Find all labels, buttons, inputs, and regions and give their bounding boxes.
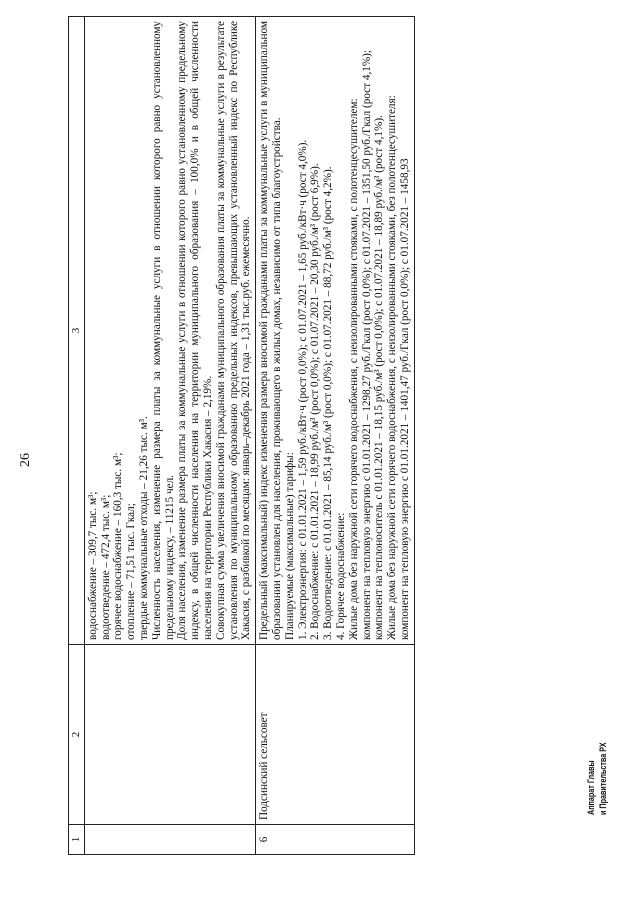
detail-line: 1. Электроэнергия: с 01.01.2021 – 1,59 руб./кВт·ч (рост 0,0%); с 01.07.2021 – 1,65 руб./кВт·ч (рост 4,0%).	[296, 139, 309, 640]
detail-line: 4. Горячее водоснабжение:	[334, 512, 347, 640]
municipality-name: Подсинский сельсовет	[256, 645, 415, 825]
municipal-tariff-table	[68, 16, 415, 855]
row-number	[84, 825, 255, 855]
detail-line: Жилые дома без наружной сети горячего водоснабжения, с неизолированными стояками, без полотенцесушителя:	[386, 95, 399, 640]
detail-line: компонент на тепловую энергию с 01.01.2021 – 1401,47 руб./Гкал (рост 0,0%); с 01.07.2021 – 1458,93	[398, 158, 411, 640]
table-header-row	[69, 17, 85, 855]
page-number: 26	[18, 453, 33, 467]
detail-line: Планируемые (максимальные) тарифы:	[283, 452, 296, 640]
row-number: 6	[256, 825, 415, 855]
detail-line: компонент на тепловую энергию с 01.01.2021 – 1298,27 руб./Гкал (рост 0,0%); с 01.07.2021 – 1351,50 руб./Гкал (рост 4,1%);	[360, 49, 373, 640]
detail-line: Совокупная сумма увеличения вносимой гражданами муниципального образования платы за коммунальные услуги в результате установления по муниципальному образованию предельных индексов, превышающих установленный индекс по Республике Хакасия, с разбивкой по месяцам: январь–декабрь 2021 года – 1,31 тыс.руб. ежемесячно.	[214, 21, 253, 640]
header-cell-2: 2	[69, 645, 85, 825]
detail-line: 2. Водоснабжение: с 01.01.2021 – 18,99 руб./м³ (рост 0,0%); с 01.07.2021 – 20,30 руб./м³ (рост 6,9%).	[309, 163, 322, 640]
row-details	[84, 17, 255, 645]
detail-line: водоснабжение – 309,7 тыс. м³;	[86, 491, 99, 640]
detail-line: компонент на теплоноситель с 01.01.2021 – 18,15 руб./м³ (рост 0,0%); с 01.07.2021 – 18,89 руб./м³ (рост 4,1%).	[373, 115, 386, 640]
detail-line: водоотведение – 472,4 тыс. м³;	[99, 494, 112, 640]
detail-line: Доля населения, изменение размера платы за коммунальные услуги в отношении которого равно установленному предельному индексу, в общей численности населения на территории муниципального образования – 100,0% и в общей численности населения на территории Республики Хакасия – 2,19%.	[176, 21, 214, 640]
stamp-line: и Правительства РХ	[598, 742, 608, 815]
detail-line: твердые коммунальные отходы – 21,26 тыс. м³.	[137, 416, 150, 640]
detail-line: горячее водоснабжение – 160,3 тыс. м³;	[112, 452, 125, 640]
table-row	[84, 17, 255, 855]
detail-line: Предельный (максимальный) индекс изменения размера вносимой гражданами платы за коммунальные услуги в муниципальном образовании установлен для населения, проживающего в жилых домах, независимо от типа благоустройства.	[258, 21, 283, 640]
detail-line: отопление – 71,51 тыс. Гкал;	[125, 503, 138, 640]
detail-line: Численность населения, изменение размера платы за коммунальные услуги в отношении которого равно установленному предельному индексу, – 11215 чел.	[150, 21, 176, 640]
table-row	[256, 17, 415, 855]
detail-line: 3. Водоотведение: с 01.01.2021 – 85,14 руб./м³ (рост 0,0%); с 01.07.2021 – 88,72 руб./м³ (рост 4,2%).	[322, 166, 335, 640]
municipality-name	[84, 645, 255, 825]
detail-line: Жилые дома без наружной сети горячего водоснабжения, с неизолированными стояками, с полотенцесушителем:	[347, 98, 360, 640]
header-cell-1: 1	[69, 825, 85, 855]
row-details	[256, 17, 415, 645]
office-stamp	[585, 742, 609, 815]
header-cell-3: 3	[69, 17, 85, 645]
stamp-line: Аппарат Главы	[586, 760, 596, 815]
